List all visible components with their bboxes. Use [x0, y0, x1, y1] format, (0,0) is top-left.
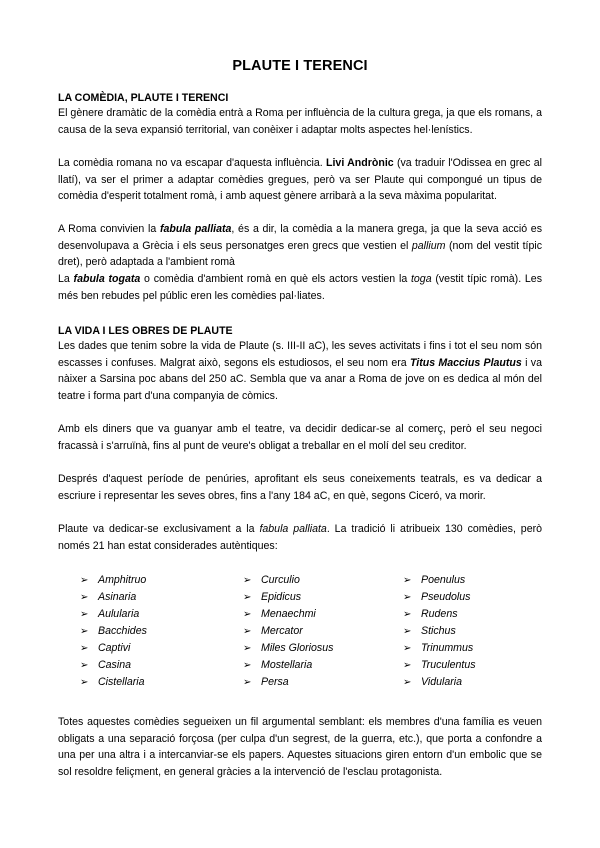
list-item	[403, 623, 476, 640]
comedy-title: Stichus	[421, 625, 456, 637]
arrow-bullet-icon: ➢	[243, 677, 252, 688]
arrow-bullet-icon: ➢	[80, 643, 89, 654]
list-item	[80, 606, 147, 623]
comedy-title: Truculentus	[421, 659, 476, 671]
list-item	[403, 589, 476, 606]
arrow-bullet-icon: ➢	[403, 660, 412, 671]
comedy-title: Mostellaria	[261, 659, 313, 671]
list-item	[243, 572, 333, 589]
paragraph	[58, 221, 542, 271]
arrow-bullet-icon: ➢	[403, 643, 412, 654]
comedy-title: Menaechmi	[261, 608, 316, 620]
list-item	[80, 657, 147, 674]
arrow-bullet-icon: ➢	[403, 575, 412, 586]
list-item	[243, 606, 333, 623]
page-title: PLAUTE I TERENCI	[232, 58, 368, 74]
paragraph: Després d'aquest període de penúries, aprofitant els seus coneixements teatrals, es va dedicar a escriure i representar les seves obres, fins a l'any 184 aC, en què, segons Ciceró, va morir.	[58, 473, 542, 502]
arrow-bullet-icon: ➢	[403, 677, 412, 688]
arrow-bullet-icon: ➢	[243, 575, 252, 586]
comedy-title: Amphitruo	[98, 574, 147, 586]
arrow-bullet-icon: ➢	[403, 626, 412, 637]
text: . La tradició li atribueix 130 comèdies, però només 21 han estat considerades autèntiques:	[58, 523, 543, 552]
arrow-bullet-icon: ➢	[80, 592, 89, 603]
comedy-title: Trinummus	[421, 642, 474, 654]
comedy-title: Curculio	[261, 574, 300, 586]
list-item	[403, 572, 476, 589]
list-item	[403, 674, 476, 691]
list-item	[403, 606, 476, 623]
text: , és a dir, la comèdia a la manera grega, ja que la seva acció es desenvolupava a Grècia i els seus personatges eren grecs que vestien el	[58, 223, 542, 252]
text: La	[58, 273, 74, 285]
list-item	[80, 623, 147, 640]
list-item	[80, 674, 147, 691]
text: i va nàixer a Sarsina poc abans del 250 aC. Sembla que va anar a Roma de jove on es dedica al món del teatre i forma part d'una companyia de còmics.	[58, 356, 542, 402]
latin-term: fabula palliata	[159, 223, 232, 235]
paragraph: El gènere dramàtic de la comèdia entrà a Roma per influència de la cultura grega, ja que els romans, a causa de la seva expansió territorial, van conèixer i adaptar molts aspectes hel·lenístics.	[58, 107, 542, 136]
list-item	[80, 640, 147, 657]
arrow-bullet-icon: ➢	[80, 575, 89, 586]
arrow-bullet-icon: ➢	[403, 609, 412, 620]
list-item	[243, 674, 333, 691]
text: (va traduir l'Odissea en grec al llatí), va ser el primer a adaptar comèdies gregues, però va ser Plaute qui compongué un tipus de comèdia d'esperit totalment romà, i amb aquest gènere arribarà a la seva màxima popularitat.	[58, 157, 542, 202]
arrow-bullet-icon: ➢	[80, 660, 89, 671]
list-item	[243, 640, 333, 657]
comedy-title: Aulularia	[98, 608, 140, 620]
latin-name: Titus Maccius Plautus	[409, 356, 522, 369]
comedies-column-3	[403, 572, 476, 691]
text: (nom del vestit típic dret), però adaptada a l'ambient romà	[58, 239, 542, 268]
paragraph: Totes aquestes comèdies segueixen un fil argumental semblant: els membres d'una família es veuen obligats a una separació forçosa (per culpa d'un segrest, de la guerra, etc.), que porta a confondre a una per una altra i a intercanviar-se els papers. Aquestes situacions giren entorn d'un embolic que se sol resoldre feliçment, en general gràcies a la intervenció de l'esclau protagonista.	[58, 716, 542, 778]
comedy-title: Poenulus	[421, 574, 466, 586]
arrow-bullet-icon: ➢	[243, 592, 252, 603]
arrow-bullet-icon: ➢	[243, 626, 252, 637]
arrow-bullet-icon: ➢	[243, 660, 252, 671]
comedy-title: Pseudolus	[421, 591, 471, 603]
arrow-bullet-icon: ➢	[243, 609, 252, 620]
list-item	[243, 589, 333, 606]
paragraph	[58, 271, 542, 304]
list-item	[243, 623, 333, 640]
arrow-bullet-icon: ➢	[243, 643, 252, 654]
comedies-column-2	[243, 572, 333, 691]
comedies-column-1	[80, 572, 147, 691]
paragraph: Amb els diners que va guanyar amb el teatre, va decidir dedicar-se al comerç, però el seu negoci fracassà i s'arruïnà, fins al punt de veure's obligat a treballar en el molí del seu creditor.	[58, 423, 542, 452]
bold-name: Livi Andrònic	[326, 157, 394, 169]
text: A Roma convivien la	[58, 223, 160, 235]
list-item	[403, 657, 476, 674]
list-item	[403, 640, 476, 657]
text: (vestit típic romà). Les més ben rebudes pel públic eren les comèdies pal·liates.	[58, 273, 542, 302]
comedy-title: Persa	[261, 676, 289, 688]
paragraph	[58, 521, 542, 554]
arrow-bullet-icon: ➢	[403, 592, 412, 603]
comedy-title: Vidularia	[421, 676, 463, 688]
arrow-bullet-icon: ➢	[80, 677, 89, 688]
list-item	[243, 657, 333, 674]
arrow-bullet-icon: ➢	[80, 609, 89, 620]
comedy-title: Rudens	[421, 608, 458, 620]
comedy-title: Captivi	[98, 642, 131, 654]
comedy-title: Epidicus	[261, 591, 302, 603]
arrow-bullet-icon: ➢	[80, 626, 89, 637]
latin-term: pallium	[411, 239, 446, 252]
list-item	[80, 572, 147, 589]
latin-term: fabula togata	[73, 273, 141, 285]
section-heading-comedia: LA COMÈDIA, PLAUTE I TERENCI	[58, 92, 229, 104]
comedy-title: Bacchides	[98, 625, 147, 637]
section-heading-vida: LA VIDA I LES OBRES DE PLAUTE	[58, 325, 233, 337]
text: o comèdia d'ambient romà en què els actors vestien la	[140, 273, 411, 285]
comedy-title: Asinaria	[98, 591, 137, 603]
paragraph	[58, 338, 542, 404]
comedy-title: Mercator	[261, 625, 303, 637]
comedy-title: Casina	[98, 659, 131, 671]
text: Les dades que tenim sobre la vida de Plaute (s. III-II aC), les seves activitats i fins i tot el seu nom són escasses i confuses. Malgrat això, segons els estudiosos, el seu nom era	[58, 340, 542, 369]
paragraph	[58, 155, 542, 205]
latin-term: fabula palliata	[259, 523, 327, 535]
comedy-title: Miles Gloriosus	[261, 642, 334, 654]
text: La comèdia romana no va escapar d'aquesta influència.	[58, 157, 327, 169]
comedy-title: Cistellaria	[98, 676, 145, 688]
list-item	[80, 589, 147, 606]
latin-term: toga	[410, 273, 432, 285]
text: Plaute va dedicar-se exclusivament a la	[58, 523, 260, 535]
